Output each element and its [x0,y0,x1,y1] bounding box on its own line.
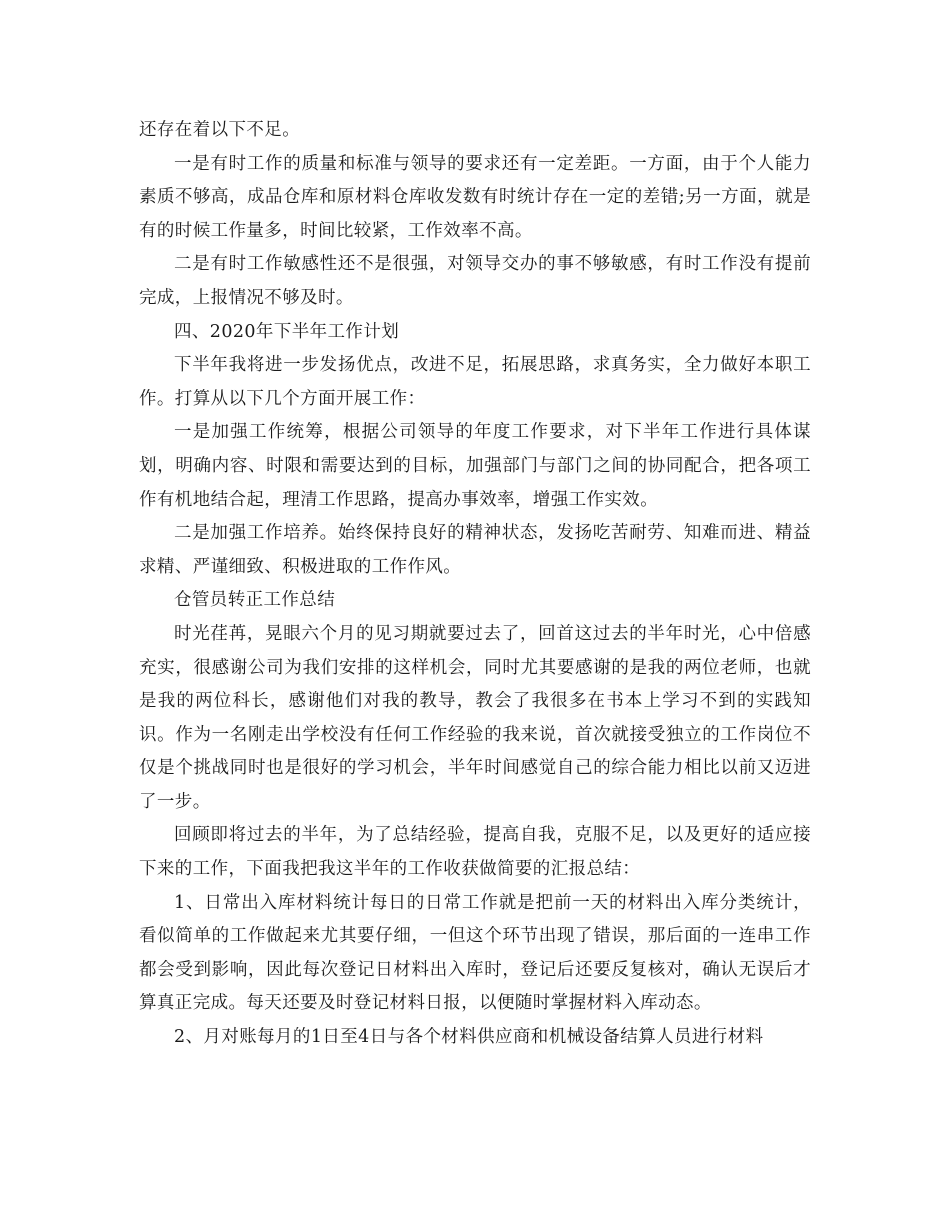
document-body [139,114,811,1055]
paragraph-continuation: 还存在着以下不足。 [139,120,301,140]
paragraph-plan-1: 一是加强工作统筹，根据公司领导的年度工作要求，对下半年工作进行具体谋划，明确内容、时限和需要达到的目标，加强部门与部门之间的协同配合，把各项工作有机地结合起，理清工作思路，提高办事效率，增强工作实效。 [139,422,811,510]
section-heading-plan: 四、2020年下半年工作计划 [174,321,400,342]
paragraph-shortcoming-2: 二是有时工作敏感性还不是很强，对领导交办的事不够敏感，有时工作没有提前完成，上报情况不够及时。 [139,254,811,308]
paragraph-summary-review: 回顾即将过去的半年，为了总结经验，提高自我，克服不足，以及更好的适应接下来的工作，下面我把我这半年的工作收获做简要的汇报总结： [139,825,811,880]
paragraph-plan-2: 二是加强工作培养。始终保持良好的精神状态，发扬吃苦耐劳、知难而进、精益求精、严谨细致、积极进取的工作作风。 [139,523,811,577]
paragraph-item-1: 1、日常出入库材料统计每日的日常工作就是把前一天的材料出入库分类统计，看似简单的工作做起来尤其要仔细，一但这个环节出现了错误，那后面的一连串工作都会受到影响，因此每次登记日材料出入库时，登记后还要反复核对，确认无误后才算真正完成。每天还要及时登记材料日报，以便随时掌握材料入库动态。 [139,892,811,1014]
paragraph-summary-intro: 时光荏苒，晃眼六个月的见习期就要过去了，回首这过去的半年时光，心中倍感充实，很感谢公司为我们安排的这样机会，同时尤其要感谢的是我的两位老师，也就是我的两位科长，感谢他们对我的教导，教会了我很多在书本上学习不到的实践知识。作为一名刚走出学校没有任何工作经验的我来说，首次就接受独立的工作岗位不仅是个挑战同时也是很好的学习机会，半年时间感觉自己的综合能力相比以前又迈进了一步。 [139,623,811,812]
document-title-summary: 仓管员转正工作总结 [174,590,336,611]
paragraph-shortcoming-1: 一是有时工作的质量和标准与领导的要求还有一定差距。一方面，由于个人能力素质不够高，成品仓库和原材料仓库收发数有时统计存在一定的差错;另一方面，就是有的时候工作量多，时间比较紧，工作效率不高。 [139,153,811,241]
paragraph-plan-intro: 下半年我将进一步发扬优点，改进不足，拓展思路，求真务实，全力做好本职工作。打算从以下几个方面开展工作： [139,355,811,409]
paragraph-item-2: 2、月对账每月的1日至4日与各个材料供应商和机械设备结算人员进行材料 [174,1027,764,1048]
